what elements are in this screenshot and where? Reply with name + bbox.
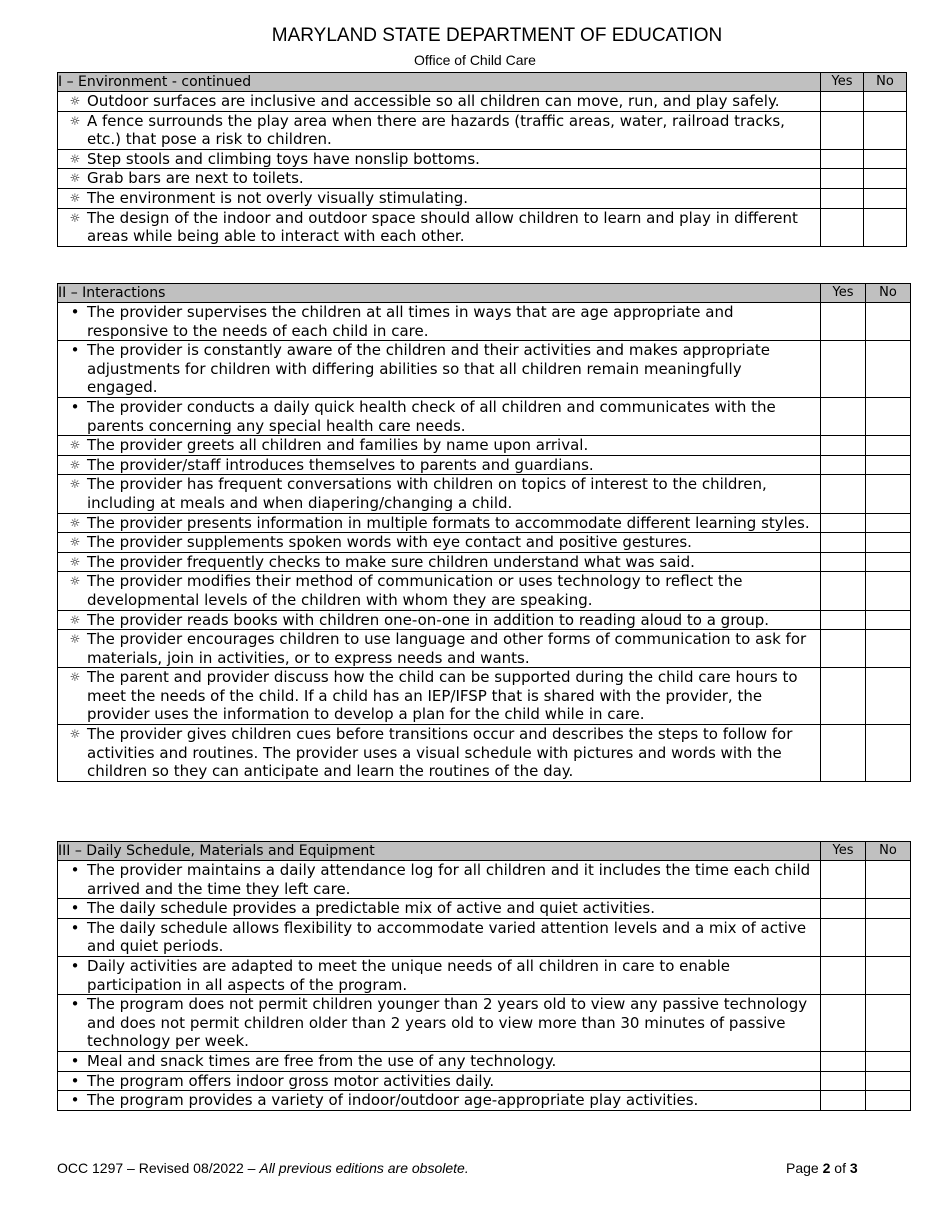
no-checkbox-cell[interactable] xyxy=(866,341,911,398)
checklist-item-text: The program offers indoor gross motor activities daily. xyxy=(87,1071,495,1090)
yes-checkbox-cell[interactable] xyxy=(821,169,864,189)
yes-checkbox-cell[interactable] xyxy=(821,341,866,398)
page-number xyxy=(786,1160,858,1176)
checklist-item-cell xyxy=(58,397,821,435)
checklist-item-cell xyxy=(58,455,821,475)
checklist-item-cell xyxy=(58,111,821,149)
checklist-item-text: The provider encourages children to use language and other forms of communication to ask for materials, join in activities, or to express needs and wants. xyxy=(87,630,807,667)
checklist-item xyxy=(58,209,820,246)
checklist-item-text: The provider maintains a daily attendance log for all children and it includes the time each child arrived and the time they left care. xyxy=(87,861,811,898)
no-checkbox-cell[interactable] xyxy=(866,513,911,533)
section-items xyxy=(58,92,907,247)
yes-checkbox-cell[interactable] xyxy=(821,995,866,1052)
checklist-item-cell xyxy=(58,341,821,398)
sun-bullet-icon: ☼ xyxy=(69,210,81,225)
checklist-item-cell xyxy=(58,552,821,572)
section-header-row xyxy=(58,73,907,92)
footer-form-id xyxy=(57,1160,469,1176)
yes-checkbox-cell[interactable] xyxy=(821,918,866,956)
yes-column-header: Yes xyxy=(821,284,866,303)
checklist-item-cell xyxy=(58,572,821,610)
yes-checkbox-cell[interactable] xyxy=(821,397,866,435)
checklist-row xyxy=(58,208,907,246)
checklist-item-cell xyxy=(58,303,821,341)
checklist-item-cell xyxy=(58,725,821,782)
checklist-item xyxy=(58,341,820,397)
checklist-item-text: Grab bars are next to toilets. xyxy=(87,169,304,188)
bullet-dot-icon: • xyxy=(70,918,80,937)
checklist-row xyxy=(58,303,911,341)
no-checkbox-cell[interactable] xyxy=(866,533,911,553)
no-checkbox-cell[interactable] xyxy=(866,552,911,572)
checklist-row xyxy=(58,169,907,189)
checklist-row xyxy=(58,188,907,208)
checklist-item-text: Meal and snack times are free from the use of any technology. xyxy=(87,1051,557,1070)
yes-checkbox-cell[interactable] xyxy=(821,1051,866,1071)
no-checkbox-cell[interactable] xyxy=(866,397,911,435)
checklist-item xyxy=(58,668,820,724)
checklist-item xyxy=(58,611,820,630)
sun-bullet-icon: ☼ xyxy=(69,612,81,627)
checklist-item xyxy=(58,553,820,572)
sun-bullet-icon: ☼ xyxy=(69,535,81,550)
no-checkbox-cell[interactable] xyxy=(866,899,911,919)
yes-checkbox-cell[interactable] xyxy=(821,610,866,630)
checklist-row xyxy=(58,533,911,553)
checklist-row xyxy=(58,552,911,572)
no-column-header: No xyxy=(864,73,907,92)
no-checkbox-cell[interactable] xyxy=(866,1091,911,1111)
sun-bullet-icon: ☼ xyxy=(69,632,81,647)
yes-checkbox-cell[interactable] xyxy=(821,899,866,919)
sun-bullet-icon: ☼ xyxy=(69,151,81,166)
checklist-row xyxy=(58,668,911,725)
page-current: 2 xyxy=(822,1160,831,1176)
checklist-row xyxy=(58,861,911,899)
checklist-item-text: A fence surrounds the play area when there are hazards (traffic areas, water, railroad tracks, etc.) that pose a risk to children. xyxy=(87,111,785,149)
checklist-row xyxy=(58,149,907,169)
document-subtitle: Office of Child Care xyxy=(414,52,536,68)
no-checkbox-cell[interactable] xyxy=(866,1071,911,1091)
no-checkbox-cell[interactable] xyxy=(864,149,907,169)
checklist-item-text: The environment is not overly visually stimulating. xyxy=(87,188,469,207)
no-checkbox-cell[interactable] xyxy=(864,208,907,246)
checklist-item xyxy=(58,1091,820,1110)
sun-bullet-icon: ☼ xyxy=(69,457,81,472)
no-checkbox-cell[interactable] xyxy=(866,995,911,1052)
checklist-row xyxy=(58,1071,911,1091)
checklist-item xyxy=(58,456,820,475)
no-checkbox-cell[interactable] xyxy=(866,861,911,899)
no-column-header: No xyxy=(866,284,911,303)
sun-bullet-icon: ☼ xyxy=(69,113,81,128)
checklist-item-cell xyxy=(58,995,821,1052)
obsolete-notice: All previous editions are obsolete. xyxy=(259,1160,469,1176)
checklist-item xyxy=(58,150,820,169)
checklist-item xyxy=(58,1052,820,1071)
no-column-header: No xyxy=(866,842,911,861)
yes-checkbox-cell[interactable] xyxy=(821,208,864,246)
checklist-row xyxy=(58,918,911,956)
checklist-item-cell xyxy=(58,513,821,533)
no-checkbox-cell[interactable] xyxy=(866,610,911,630)
section-title: I – Environment - continued xyxy=(58,73,821,92)
no-checkbox-cell[interactable] xyxy=(866,303,911,341)
yes-checkbox-cell[interactable] xyxy=(821,725,866,782)
checklist-item-cell xyxy=(58,610,821,630)
checklist-item-cell xyxy=(58,956,821,994)
sun-bullet-icon: ☼ xyxy=(69,727,81,742)
no-checkbox-cell[interactable] xyxy=(866,572,911,610)
checklist-row xyxy=(58,956,911,994)
checklist-item-text: The design of the indoor and outdoor space should allow children to learn and play in different areas while being able to interact with each other. xyxy=(87,208,798,246)
no-checkbox-cell[interactable] xyxy=(864,111,907,149)
checklist-item xyxy=(58,189,820,208)
checklist-row xyxy=(58,513,911,533)
checklist-item-cell xyxy=(58,918,821,956)
yes-column-header: Yes xyxy=(821,842,866,861)
yes-checkbox-cell[interactable] xyxy=(821,455,866,475)
yes-checkbox-cell[interactable] xyxy=(821,861,866,899)
sun-bullet-icon: ☼ xyxy=(69,477,81,492)
checklist-item-text: The provider reads books with children one-on-one in addition to reading aloud to a group. xyxy=(87,610,770,629)
yes-checkbox-cell[interactable] xyxy=(821,572,866,610)
checklist-item xyxy=(58,303,820,340)
checklist-item-cell xyxy=(58,188,821,208)
checklist-item-text: Outdoor surfaces are inclusive and accessible so all children can move, run, and play safely. xyxy=(87,92,780,110)
bullet-dot-icon: • xyxy=(70,861,80,879)
no-checkbox-cell[interactable] xyxy=(866,1051,911,1071)
document-title: MARYLAND STATE DEPARTMENT OF EDUCATION xyxy=(271,25,723,46)
checklist-row xyxy=(58,436,911,456)
checklist-item-cell xyxy=(58,668,821,725)
sun-bullet-icon: ☼ xyxy=(69,515,81,530)
checklist-item xyxy=(58,630,820,667)
yes-checkbox-cell[interactable] xyxy=(821,1091,866,1111)
checklist-item-text: The provider gives children cues before transitions occur and describes the steps to follow for activities and routines. The provider uses a visual schedule with pictures and words with the children so they can anticipate and learn the routines of the day. xyxy=(87,725,793,781)
sun-bullet-icon: ☼ xyxy=(69,438,81,453)
checklist-item-text: Daily activities are adapted to meet the unique needs of all children in care to enable participation in all aspects of the program. xyxy=(87,956,731,994)
checklist-item xyxy=(58,1072,820,1091)
section-table-interactions xyxy=(57,283,911,782)
checklist-row xyxy=(58,1051,911,1071)
checklist-item-text: The program does not permit children younger than 2 years old to view any passive technology and does not permit children older than 2 years old to view more than 30 minutes of passive technology per week. xyxy=(87,995,808,1051)
checklist-row xyxy=(58,899,911,919)
section-table-environment xyxy=(57,72,907,247)
checklist-item-cell xyxy=(58,92,821,112)
yes-checkbox-cell[interactable] xyxy=(821,111,864,149)
checklist-item-text: The daily schedule provides a predictable mix of active and quiet activities. xyxy=(87,899,655,918)
checklist-item xyxy=(58,514,820,533)
section-table-daily-schedule xyxy=(57,841,911,1111)
bullet-dot-icon: • xyxy=(70,995,80,1014)
checklist-item-cell xyxy=(58,899,821,919)
checklist-item-text: The provider presents information in multiple formats to accommodate different learning styles. xyxy=(87,513,810,532)
checklist-row xyxy=(58,572,911,610)
checklist-item-text: The provider conducts a daily quick health check of all children and communicates with the parents concerning any special health care needs. xyxy=(87,397,776,435)
checklist-item xyxy=(58,112,820,149)
yes-checkbox-cell[interactable] xyxy=(821,533,866,553)
yes-column-header: Yes xyxy=(821,73,864,92)
checklist-item-text: The provider frequently checks to make sure children understand what was said. xyxy=(87,552,695,571)
checklist-item xyxy=(58,919,820,956)
checklist-row xyxy=(58,341,911,398)
no-checkbox-cell[interactable] xyxy=(866,956,911,994)
checklist-item-text: The provider has frequent conversations with children on topics of interest to the children, including at meals and when diapering/changing a child. xyxy=(87,475,767,512)
section-items xyxy=(58,303,911,782)
checklist-item-text: The provider greets all children and families by name upon arrival. xyxy=(87,436,589,455)
checklist-item-cell xyxy=(58,1071,821,1091)
no-checkbox-cell[interactable] xyxy=(866,630,911,668)
checklist-row xyxy=(58,610,911,630)
section-items xyxy=(58,861,911,1111)
checklist-item-text: The provider/staff introduces themselves to parents and guardians. xyxy=(87,455,594,474)
checklist-row xyxy=(58,725,911,782)
checklist-row xyxy=(58,1091,911,1111)
checklist-item xyxy=(58,475,820,512)
no-checkbox-cell[interactable] xyxy=(866,475,911,513)
checklist-row xyxy=(58,475,911,513)
checklist-item xyxy=(58,572,820,609)
no-checkbox-cell[interactable] xyxy=(866,668,911,725)
page-total: 3 xyxy=(849,1160,858,1176)
no-checkbox-cell[interactable] xyxy=(864,188,907,208)
yes-checkbox-cell[interactable] xyxy=(821,149,864,169)
no-checkbox-cell[interactable] xyxy=(864,169,907,189)
checklist-item xyxy=(58,533,820,552)
section-title: II – Interactions xyxy=(58,284,821,303)
sun-bullet-icon: ☼ xyxy=(69,190,81,205)
bullet-dot-icon: • xyxy=(70,1071,80,1090)
checklist-item xyxy=(58,398,820,435)
checklist-item xyxy=(58,861,820,898)
checklist-item-cell xyxy=(58,475,821,513)
checklist-item-cell xyxy=(58,1091,821,1111)
checklist-item xyxy=(58,436,820,455)
checklist-item-text: The provider supervises the children at all times in ways that are age appropriate and responsive to the needs of each child in care. xyxy=(87,303,734,340)
bullet-dot-icon: • xyxy=(70,956,80,975)
page-of: of xyxy=(830,1160,850,1176)
no-checkbox-cell[interactable] xyxy=(866,436,911,456)
yes-checkbox-cell[interactable] xyxy=(821,668,866,725)
section-header-row xyxy=(58,284,911,303)
yes-checkbox-cell[interactable] xyxy=(821,552,866,572)
checklist-item-cell xyxy=(58,533,821,553)
section-title: III – Daily Schedule, Materials and Equipment xyxy=(58,842,821,861)
checklist-item-text: The program provides a variety of indoor/outdoor age-appropriate play activities. xyxy=(87,1091,699,1110)
yes-checkbox-cell[interactable] xyxy=(821,92,864,112)
yes-checkbox-cell[interactable] xyxy=(821,956,866,994)
checklist-item xyxy=(58,92,820,111)
checklist-item-text: The provider is constantly aware of the children and their activities and makes appropriate adjustments for children with differing abilities so that all children remain meaningfully engaged. xyxy=(87,341,771,397)
bullet-dot-icon: • xyxy=(70,341,80,360)
checklist-item-text: The provider supplements spoken words with eye contact and positive gestures. xyxy=(87,533,692,552)
checklist-item xyxy=(58,169,820,188)
yes-checkbox-cell[interactable] xyxy=(821,1071,866,1091)
yes-checkbox-cell[interactable] xyxy=(821,303,866,341)
yes-checkbox-cell[interactable] xyxy=(821,475,866,513)
sun-bullet-icon: ☼ xyxy=(69,94,81,108)
checklist-item-cell xyxy=(58,208,821,246)
sun-bullet-icon: ☼ xyxy=(69,171,81,186)
checklist-row xyxy=(58,92,907,112)
checklist-item-cell xyxy=(58,436,821,456)
checklist-item-cell xyxy=(58,149,821,169)
checklist-item xyxy=(58,957,820,994)
checklist-item-text: The provider modifies their method of communication or uses technology to reflect the developmental levels of the children with whom they are speaking. xyxy=(87,572,743,609)
checklist-item-text: The parent and provider discuss how the child can be supported during the child care hours to meet the needs of the child. If a child has an IEP/IFSP that is shared with the provider, the provider uses the information to develop a plan for the child while in care. xyxy=(87,668,798,724)
sun-bullet-icon: ☼ xyxy=(69,670,81,685)
sun-bullet-icon: ☼ xyxy=(69,554,81,569)
checklist-item-cell xyxy=(58,861,821,899)
checklist-item-text: Step stools and climbing toys have nonslip bottoms. xyxy=(87,149,480,168)
yes-checkbox-cell[interactable] xyxy=(821,630,866,668)
bullet-dot-icon: • xyxy=(70,1091,80,1110)
bullet-dot-icon: • xyxy=(70,303,80,321)
bullet-dot-icon: • xyxy=(70,397,80,416)
checklist-item xyxy=(58,899,820,918)
yes-checkbox-cell[interactable] xyxy=(821,188,864,208)
sun-bullet-icon: ☼ xyxy=(69,574,81,589)
checklist-item-text: The daily schedule allows flexibility to accommodate varied attention levels and a mix of active and quiet periods. xyxy=(87,918,807,956)
bullet-dot-icon: • xyxy=(70,899,80,918)
checklist-item xyxy=(58,725,820,781)
no-checkbox-cell[interactable] xyxy=(866,725,911,782)
no-checkbox-cell[interactable] xyxy=(866,918,911,956)
checklist-row xyxy=(58,397,911,435)
no-checkbox-cell[interactable] xyxy=(866,455,911,475)
no-checkbox-cell[interactable] xyxy=(864,92,907,112)
checklist-row xyxy=(58,995,911,1052)
section-header-row xyxy=(58,842,911,861)
checklist-row xyxy=(58,111,907,149)
checklist-item-cell xyxy=(58,169,821,189)
yes-checkbox-cell[interactable] xyxy=(821,513,866,533)
bullet-dot-icon: • xyxy=(70,1051,80,1070)
form-revision: OCC 1297 – Revised 08/2022 – xyxy=(57,1160,260,1176)
checklist-row xyxy=(58,455,911,475)
checklist-item xyxy=(58,995,820,1051)
checklist-item-cell xyxy=(58,630,821,668)
yes-checkbox-cell[interactable] xyxy=(821,436,866,456)
checklist-row xyxy=(58,630,911,668)
checklist-item-cell xyxy=(58,1051,821,1071)
page-prefix: Page xyxy=(786,1160,823,1176)
